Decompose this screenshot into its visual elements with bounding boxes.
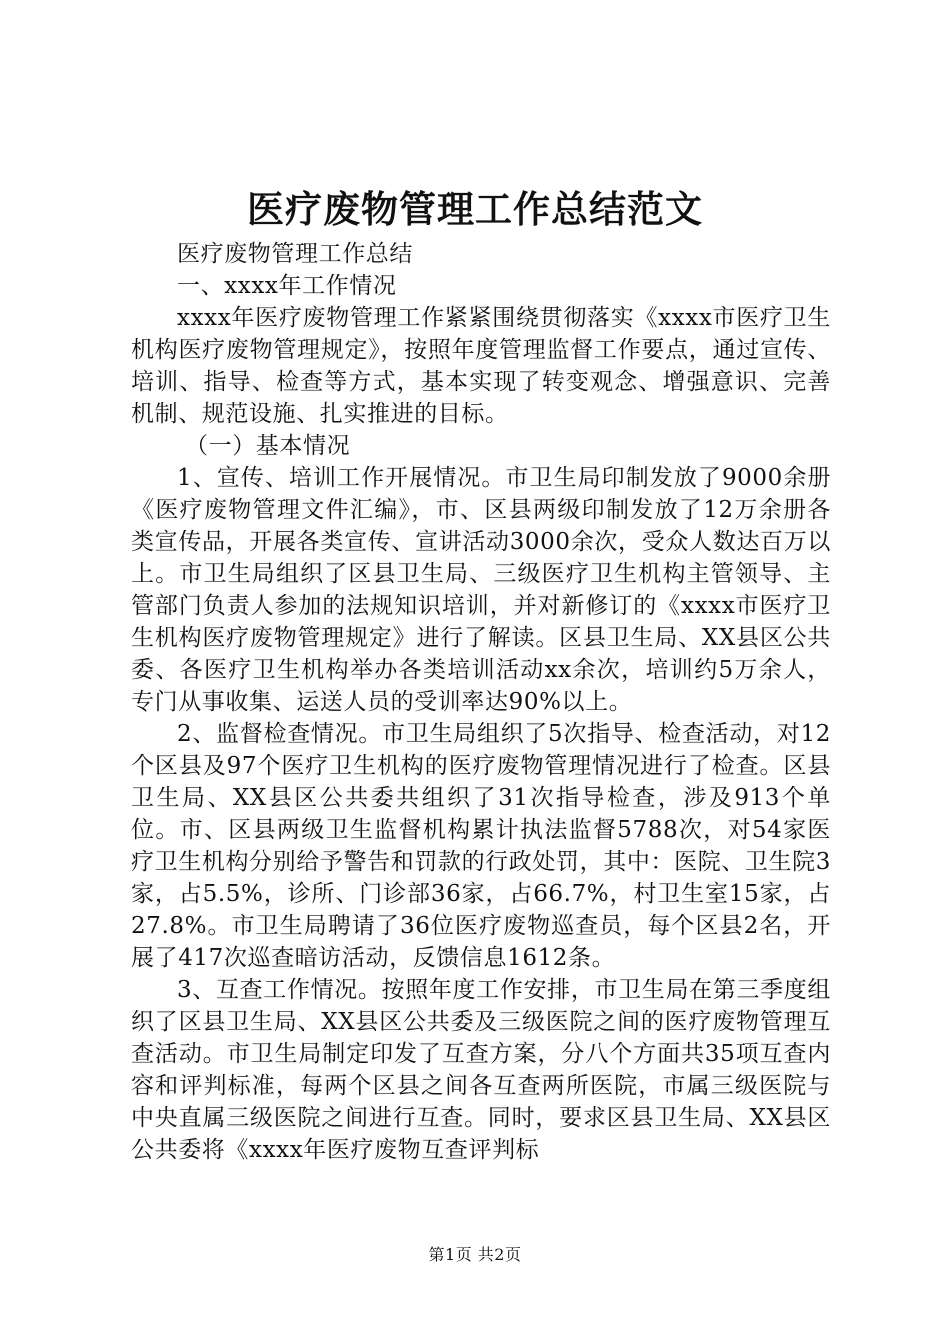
document-body — [131, 238, 831, 1166]
paragraph-section-heading: 一、xxxx年工作情况 — [177, 273, 397, 299]
paragraph-item-2: 2、监督检查情况。市卫生局组织了5次指导、检查活动，对12个区县及97个医疗卫生机构的医疗废物管理情况进行了检查。区县卫生局、XX县区公共委共组织了31次指导检查，涉及913个单位。市、区县两级卫生监督机构累计执法监督5788次，对54家医疗卫生机构分别给予警告和罚款的行政处罚，其中：医院、卫生院3家，占5.5%，诊所、门诊部36家，占66.7%，村卫生室15家，占27.8%。市卫生局聘请了36位医疗废物巡查员，每个区县2名，开展了417次巡查暗访活动，反馈信息1612条。 — [131, 721, 831, 971]
paragraph-item-1: 1、宣传、培训工作开展情况。市卫生局印制发放了9000余册《医疗废物管理文件汇编》，市、区县两级印制发放了12万余册各类宣传品，开展各类宣传、宣讲活动3000余次，受众人数达百万以上。市卫生局组织了区县卫生局、三级医疗卫生机构主管领导、主管部门负责人参加的法规知识培训，并对新修订的《xxxx市医疗卫生机构医疗废物管理规定》进行了解读。区县卫生局、XX县区公共委、各医疗卫生机构举办各类培训活动xx余次，培训约5万余人，专门从事收集、运送人员的受训率达90%以上。 — [131, 465, 831, 715]
paragraph-intro: xxxx年医疗废物管理工作紧紧围绕贯彻落实《xxxx市医疗卫生机构医疗废物管理规定》，按照年度管理监督工作要点，通过宣传、培训、指导、检查等方式，基本实现了转变观念、增强意识、完善机制、规范设施、扎实推进的目标。 — [131, 305, 831, 427]
paragraph-subtitle: 医疗废物管理工作总结 — [177, 241, 413, 267]
paragraph-subsection-heading: （一）基本情况 — [185, 433, 351, 459]
document-title: 医疗废物管理工作总结范文 — [247, 187, 703, 231]
page-footer: 第1页 共2页 — [428, 1245, 522, 1264]
paragraph-item-3: 3、互查工作情况。按照年度工作安排，市卫生局在第三季度组织了区县卫生局、XX县区公共委及三级医院之间的医疗废物管理互查活动。市卫生局制定印发了互查方案，分八个方面共35项互查内容和评判标准，每两个区县之间各互查两所医院，市属三级医院与中央直属三级医院之间进行互查。同时，要求区县卫生局、XX县区公共委将《xxxx年医疗废物互查评判标 — [131, 977, 831, 1163]
